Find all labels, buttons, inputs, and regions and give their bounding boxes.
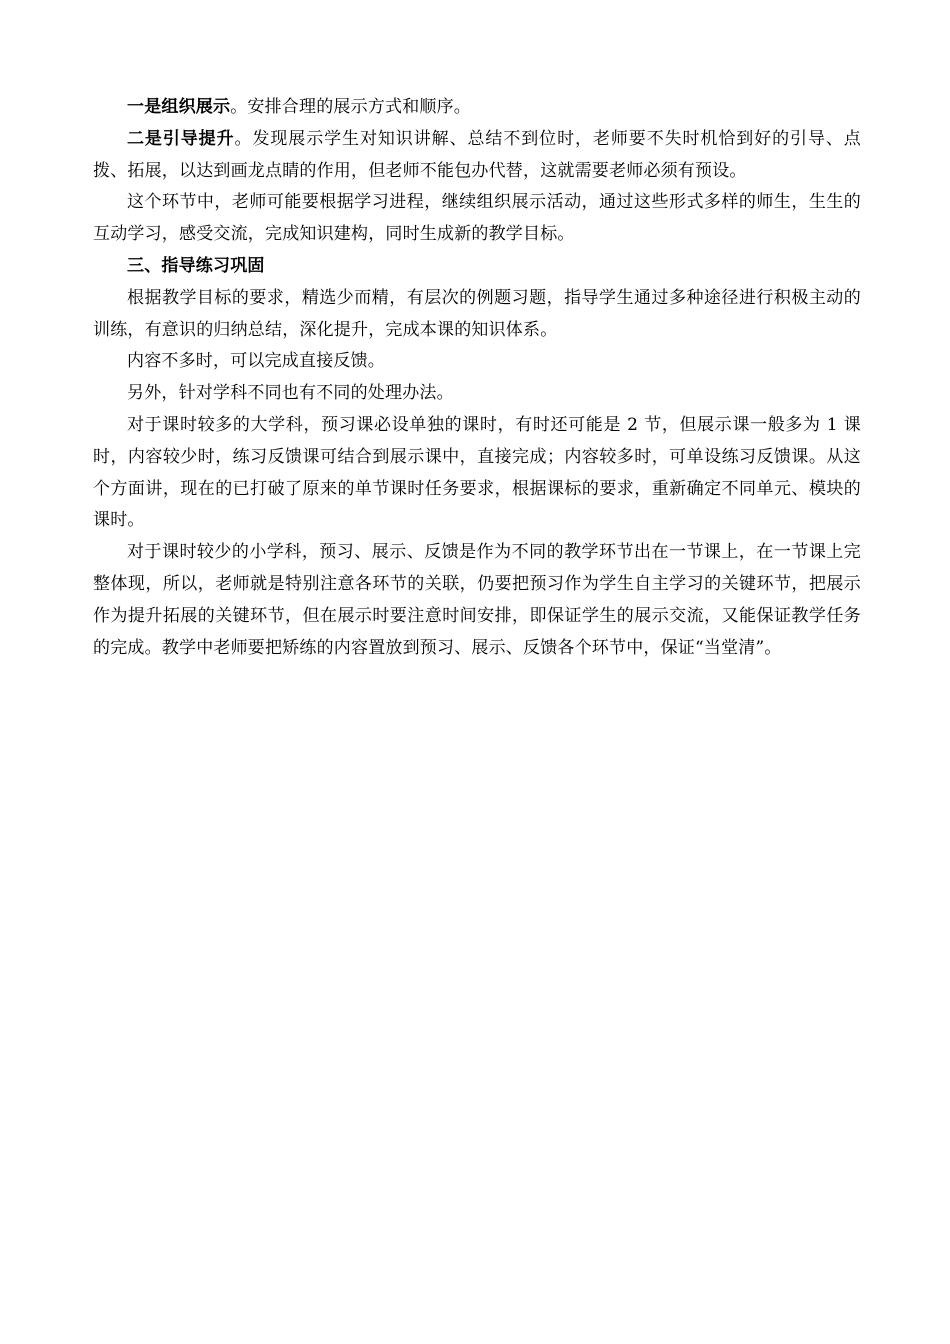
paragraph-lead: 二是引导提升 <box>127 128 235 149</box>
paragraph-subjects: 另外，针对学科不同也有不同的处理办法。 <box>127 383 454 404</box>
paragraph-guide-improve <box>93 124 861 188</box>
paragraph-text: 。发现展示学生对知识讲解、总结不到位时，老师要不失时机恰到好的引导、点拨、拓展，以达到画龙点睛的作用，但老师不能包办代替，这就需要老师必须有预设。 <box>93 128 862 181</box>
document-page <box>93 92 861 664</box>
paragraph-text: 。安排合理的展示方式和顺序。 <box>230 97 472 117</box>
paragraph-process: 这个环节中，老师可能要根据学习进程，继续组织展示活动，通过这些形式多样的师生，生生的互动学习，感受交流，完成知识建构，同时生成新的教学目标。 <box>93 192 861 245</box>
paragraph-lead: 一是组织展示 <box>127 97 231 117</box>
section-heading: 三、指导练习巩固 <box>127 255 265 276</box>
paragraph-minor-subjects: 对于课时较少的小学科，预习、展示、反馈是作为不同的教学环节出在一节课上，在一节课上完整体现，所以，老师就是特别注意各环节的关联，仍要把预习作为学生自主学习的关键环节，把展示作为提升拓展的关键环节，但在展示时要注意时间安排，即保证学生的展示交流，又能保证教学任务的完成。教学中老师要把矫练的内容置放到预习、展示、反馈各个环节中，保证“当堂清”。 <box>93 542 861 658</box>
paragraph-feedback: 内容不多时，可以完成直接反馈。 <box>127 351 385 372</box>
paragraph-practice: 根据教学目标的要求，精选少而精，有层次的例题习题，指导学生通过多种途径进行积极主动的训练，有意识的归纳总结，深化提升，完成本课的知识体系。 <box>93 287 861 340</box>
paragraph-organize-display <box>93 92 861 124</box>
paragraph-major-subjects: 对于课时较多的大学科，预习课必设单独的课时，有时还可能是 2 节，但展示课一般多为 1 课时，内容较少时，练习反馈课可结合到展示课中，直接完成；内容较多时，可单设练习反馈课。从这个方面讲，现在的已打破了原来的单节课时任务要求，根据课标的要求，重新确定不同单元、模块的课时。 <box>93 414 861 531</box>
